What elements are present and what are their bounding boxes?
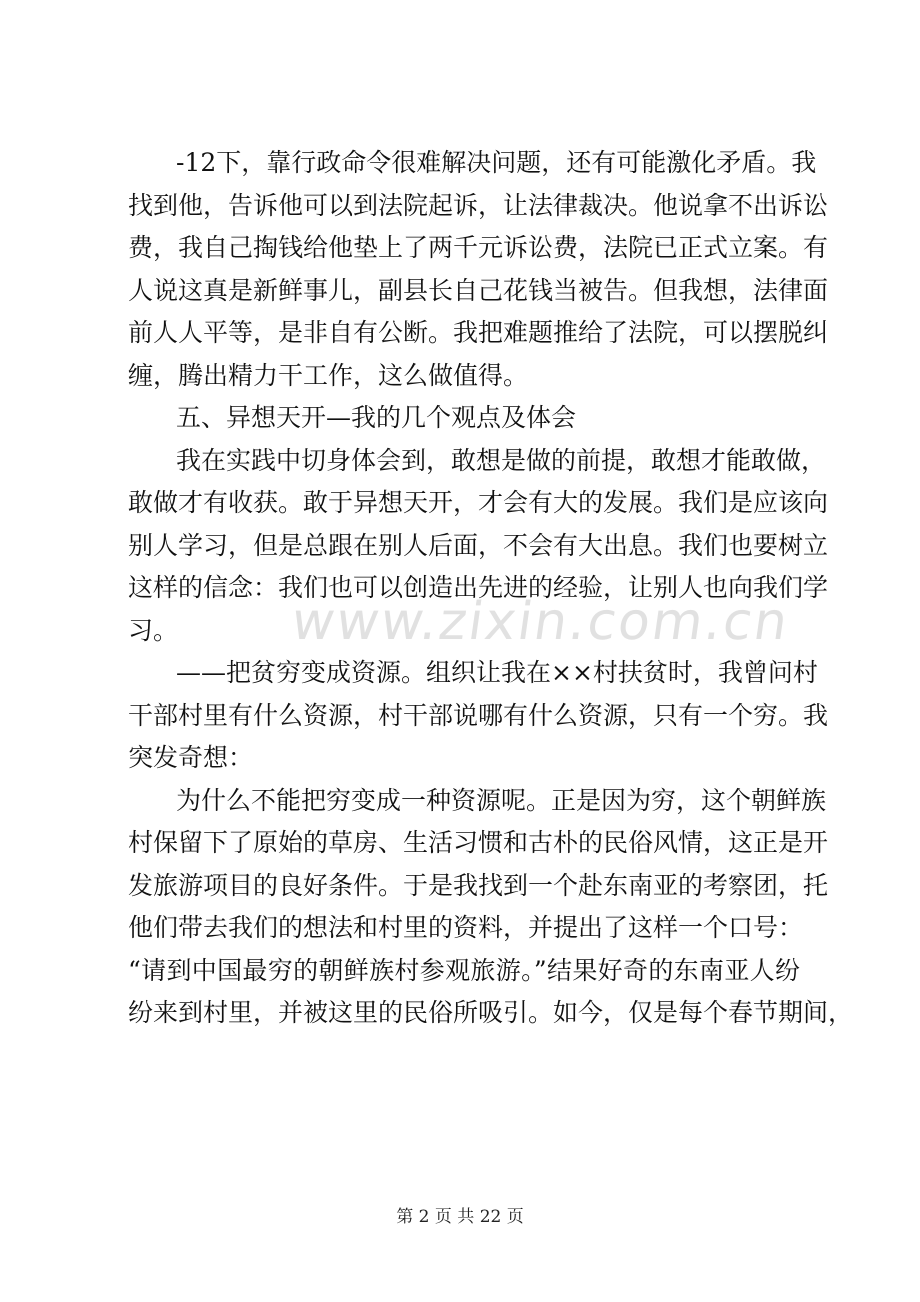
paragraph	[128, 440, 829, 653]
text-line: 别人学习，但是总跟在别人后面，不会有大出息。我们也要树立	[128, 530, 829, 560]
text-line: 我在实践中切身体会到，敢想是做的前提，敢想才能敢做，	[176, 445, 827, 475]
text-line: 人说这真是新鲜事儿，副县长自己花钱当被告。但我想，法律面	[128, 275, 829, 305]
text-line: 干部村里有什么资源，村干部说哪有什么资源，只有一个穷。我	[128, 700, 829, 730]
watermark: www.zixin.com.cn	[287, 592, 794, 652]
text-line: -12下，靠行政命令很难解决问题，还有可能激化矛盾。我	[176, 148, 817, 177]
text-line: 习。	[128, 615, 179, 645]
document-body	[128, 142, 854, 1035]
text-line: 费，我自己掏钱给他垫上了两千元诉讼费，法院已正式立案。有	[128, 233, 829, 262]
text-line: 村保留下了原始的草房、生活习惯和古朴的民俗风情，这正是开	[128, 828, 829, 857]
text-line: 发旅游项目的良好条件。于是我找到一个赴东南亚的考察团，托	[128, 870, 829, 900]
text-line: 他们带去我们的想法和村里的资料，并提出了这样一个口号：	[128, 913, 804, 942]
text-line: 缠，腾出精力干工作，这么做值得。	[128, 360, 529, 390]
paragraph	[128, 780, 854, 1035]
text-line: 这样的信念：我们也可以创造出先进的经验，让别人也向我们学	[128, 573, 829, 602]
text-line: ——把贫穷变成资源。组织让我在××村扶贫时，我曾问村	[176, 658, 818, 687]
text-line: 突发奇想：	[128, 743, 254, 772]
paragraph	[128, 142, 829, 397]
text-line: 敢做才有收获。敢于异想天开，才会有大的发展。我们是应该向	[128, 488, 829, 517]
text-line: 五、异想天开—我的几个观点及体会	[176, 403, 577, 432]
page-footer: 第 2 页 共 22 页	[396, 1207, 524, 1227]
text-line: 为什么不能把穷变成一种资源呢。正是因为穷，这个朝鲜族	[176, 785, 827, 815]
text-line: “请到中国最穷的朝鲜族村参观旅游。”结果好奇的东南亚人纷	[128, 955, 800, 985]
paragraph	[128, 397, 800, 440]
text-line: 前人人平等，是非自有公断。我把难题推给了法院，可以摆脱纠	[128, 318, 829, 347]
paragraph	[128, 652, 829, 780]
text-line: 纷来到村里，并被这里的民俗所吸引。如今，仅是每个春节期间，	[128, 998, 854, 1027]
text-line: 找到他，告诉他可以到法院起诉，让法律裁决。他说拿不出诉讼	[128, 190, 829, 220]
